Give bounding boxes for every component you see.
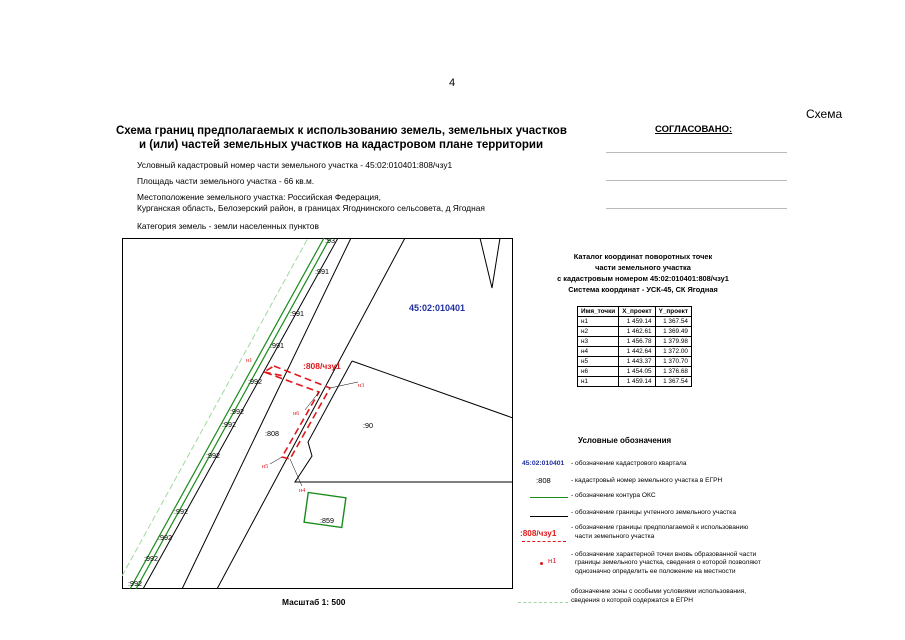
- cell-x: 1 462.61: [619, 327, 655, 337]
- proposed-part-inner: [264, 372, 284, 376]
- table-row: [578, 327, 692, 337]
- part-label: :808/чзу1: [303, 361, 341, 371]
- legend-line-parcel-boundary: [530, 516, 568, 517]
- table-row: [578, 357, 692, 367]
- leader-n5: [270, 457, 282, 464]
- legend-text-quarter: - обозначение кадастрового квартала: [571, 460, 687, 467]
- cell-x: 1 459.14: [619, 317, 655, 327]
- table-row: [578, 377, 692, 387]
- cell-point: н6: [578, 367, 619, 377]
- legend-line-oks: [530, 497, 568, 498]
- corner-label: Схема: [806, 107, 843, 121]
- header-x: X_проект: [619, 307, 655, 317]
- legend-text-part-1: - обозначение границы предполагаемой к использованию: [571, 524, 749, 531]
- page-title: [116, 124, 566, 152]
- map-scale: Масштаб 1: 500: [282, 597, 346, 607]
- coordinates-table: [577, 306, 692, 387]
- catalog-title-3: с кадастровым номером 45:02:010401:808/чзу1: [557, 274, 729, 283]
- header-y: Y_проект: [655, 307, 691, 317]
- table-row: [578, 347, 692, 357]
- label-992-e: :992: [174, 507, 188, 516]
- label-992-a: :992: [248, 377, 262, 386]
- point-n1: н1: [246, 358, 253, 364]
- cell-x: 1 454.05: [619, 367, 655, 377]
- label-859: :859: [320, 516, 334, 525]
- catalog-title-1: Каталог координат поворотных точек: [573, 252, 713, 261]
- cell-x: 1 443.37: [619, 357, 655, 367]
- catalog-title-4: Система координат - УСК-45, СК Ягодная: [568, 285, 718, 294]
- page-number: 4: [449, 77, 456, 89]
- table-row: [578, 317, 692, 327]
- cell-y: 1 370.70: [655, 357, 691, 367]
- cell-y: 1 369.49: [655, 327, 691, 337]
- point-n3: н3: [358, 383, 365, 389]
- legend-title: Условные обозначения: [578, 436, 672, 445]
- cell-point: н1: [578, 317, 619, 327]
- legend-text-part-2: части земельного участка: [575, 533, 655, 540]
- label-991-c: :991: [270, 341, 284, 350]
- legend-text-point-2: границы земельного участка, сведения о которой позволяют: [575, 559, 761, 566]
- table-header-row: [578, 307, 692, 317]
- cell-y: 1 367.54: [655, 377, 691, 387]
- quarter-label: 45:02:010401: [409, 303, 466, 313]
- legend-symbol-part: :808/чзу1: [520, 529, 557, 538]
- cadastral-part-info: Условный кадастровый номер части земельного участка - 45:02:010401:808/чзу1: [137, 160, 453, 170]
- title-line-2: и (или) частей земельных участков на кадастровом плане территории: [138, 139, 544, 151]
- label-992-h: :992: [128, 579, 142, 588]
- legend-symbol-parcel: :808: [536, 476, 551, 485]
- cell-x: 1 456.78: [619, 337, 655, 347]
- cell-y: 1 379.98: [655, 337, 691, 347]
- label-992-d: :992: [206, 451, 220, 460]
- legend-line-part: [522, 541, 566, 542]
- parcel-boundary-808-west: [182, 238, 351, 589]
- approval-label: СОГЛАСОВАНО:: [655, 124, 733, 135]
- table-row: [578, 337, 692, 347]
- cell-x: 1 459.14: [619, 377, 655, 387]
- label-992-f: :992: [158, 533, 172, 542]
- zone-boundary: [122, 238, 308, 576]
- label-90: :90: [363, 421, 373, 430]
- legend-point-dot: [540, 562, 543, 565]
- catalog-title-2: части земельного участка: [595, 263, 691, 272]
- title-line-1: Схема границ предполагаемых к использованию земель, земельных участков: [116, 125, 567, 137]
- legend-text-point-3: однозначно определить ее положение на местности: [575, 568, 736, 575]
- cadastral-map: [122, 238, 513, 589]
- cell-point: н3: [578, 337, 619, 347]
- legend-text-oks: - обозначение контура ОКС: [571, 492, 656, 499]
- area-info: Площадь части земельного участка - 66 кв.м.: [137, 176, 315, 186]
- cell-point: н5: [578, 357, 619, 367]
- cell-y: 1 367.54: [655, 317, 691, 327]
- signature-line-1: [606, 152, 787, 153]
- label-992-c: :992: [222, 420, 236, 429]
- location-line-1: Местоположение земельного участка: Российская Федерация,: [137, 192, 381, 202]
- label-808: :808: [265, 429, 279, 438]
- cell-y: 1 376.68: [655, 367, 691, 377]
- label-991-a: :991: [315, 267, 329, 276]
- point-n4: н4: [299, 488, 306, 494]
- point-n5: н5: [262, 464, 269, 470]
- parcel-boundary-top-right: [480, 238, 500, 288]
- point-n6: н6: [293, 411, 300, 417]
- catalog-title: [538, 251, 748, 295]
- land-category-info: Категория земель - земли населенных пунктов: [137, 221, 319, 231]
- cell-point: н1: [578, 377, 619, 387]
- legend-text-zone-2: сведения о которой содержатся в ЕГРН: [571, 597, 694, 604]
- legend-symbol-point: н1: [548, 556, 557, 565]
- legend-text-zone-1: обозначение зоны с особыми условиями использования,: [571, 588, 747, 595]
- legend-text-parcel: - кадастровый номер земельного участка в ЕГРН: [571, 477, 723, 484]
- label-992-b: :992: [230, 407, 244, 416]
- cell-point: н4: [578, 347, 619, 357]
- leader-n6: [305, 392, 319, 410]
- legend-text-point-1: - обозначение характерной точки вновь образованной части: [571, 551, 757, 558]
- label-992-g: :992: [144, 554, 158, 563]
- label-991-b: :991: [290, 309, 304, 318]
- parcel-boundary-808-east: [217, 238, 405, 589]
- parcel-boundary-90-top: [352, 361, 513, 418]
- location-line-2: Курганская область, Белозерский район, в границах Ягоднинского сельсовета, д Ягодная: [137, 203, 485, 213]
- cell-x: 1 442.64: [619, 347, 655, 357]
- legend-line-zone: [518, 602, 568, 603]
- legend-symbol-quarter: 45:02:010401: [522, 460, 565, 467]
- legend-text-parcel-boundary: - обозначение границы учтенного земельного участка: [571, 509, 737, 516]
- table-row: [578, 367, 692, 377]
- map-frame: [123, 239, 513, 589]
- signature-line-3: [606, 208, 787, 209]
- signature-line-2: [606, 180, 787, 181]
- cell-y: 1 372.00: [655, 347, 691, 357]
- cell-point: н2: [578, 327, 619, 337]
- header-point-name: Имя_точки: [578, 307, 619, 317]
- leader-n3: [330, 382, 358, 388]
- label-91-top: :93: [325, 238, 335, 245]
